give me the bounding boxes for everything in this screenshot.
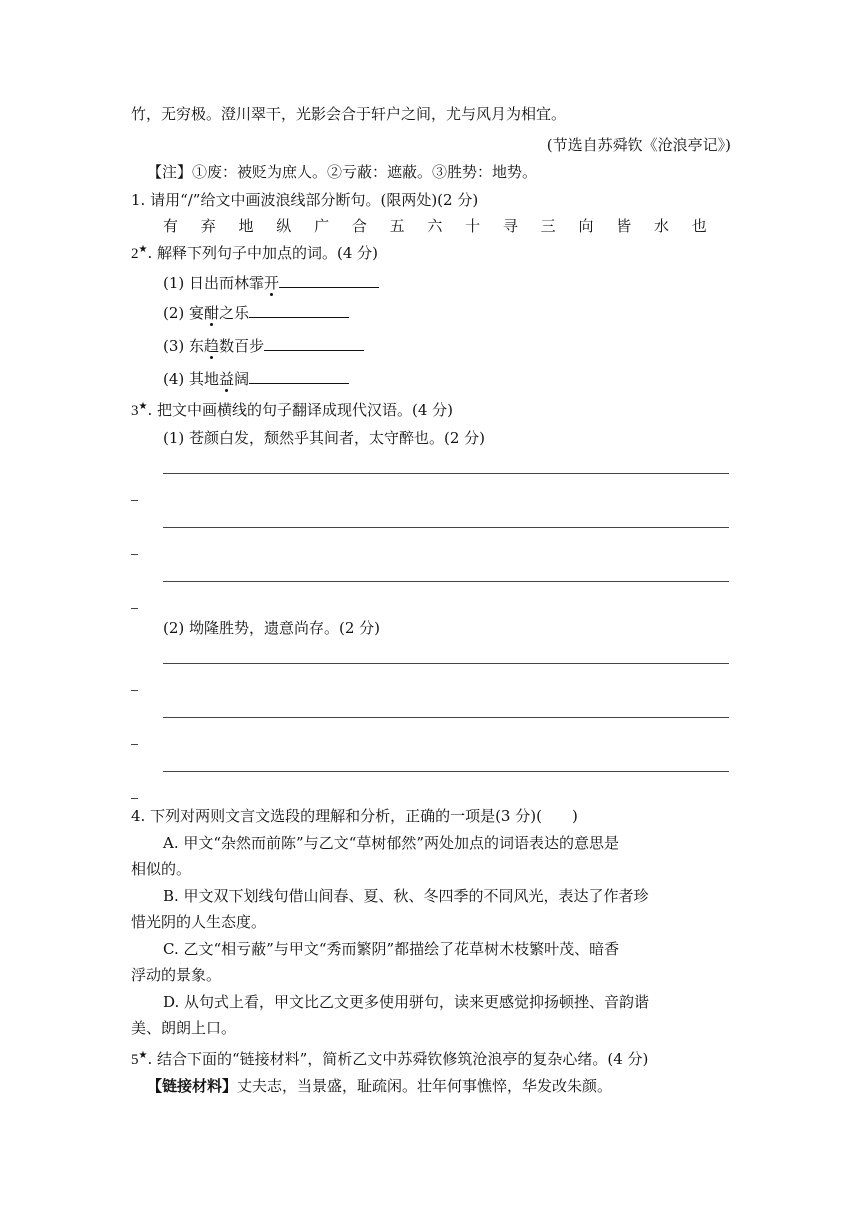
answer-blank[interactable] <box>249 369 349 384</box>
line-dash <box>131 608 138 609</box>
question-5 <box>131 1049 731 1070</box>
star-icon: ★ <box>138 1050 148 1061</box>
dotted-char: 益 <box>219 370 235 388</box>
question-text: . 把文中画横线的句子翻译成现代汉语。(4 分) <box>147 401 454 419</box>
source-citation: (节选自苏舜钦《沧浪亭记》) <box>546 136 731 154</box>
star-icon: ★ <box>138 244 148 255</box>
option-b-line-2: 惜光阴的人生态度。 <box>131 913 267 931</box>
answer-line[interactable] <box>163 581 729 582</box>
question-2 <box>131 243 731 264</box>
q3-sub-2: (2) 坳隆胜势，遗意尚存。(2 分) <box>163 619 381 637</box>
question-number: 5 <box>131 1052 139 1068</box>
link-material-text: 丈夫志，当景盛，耻疏闲。壮年何事憔悴，华发改朱颜。 <box>237 1077 613 1095</box>
answer-blank[interactable] <box>264 336 364 351</box>
line-dash <box>131 744 138 745</box>
option-b-line-1: B. 甲文双下划线句借山间春、夏、秋、冬四季的不同风光，表达了作者珍 <box>163 887 649 905</box>
question-number: 3 <box>131 403 139 419</box>
star-icon: ★ <box>138 401 148 412</box>
q2-item-2: (2) 宴酣之乐 <box>163 303 731 323</box>
line-dash <box>131 554 138 555</box>
question-1-chars: 有 弃 地 纵 广 合 五 六 十 寻 三 向 皆 水 也 <box>163 217 716 235</box>
option-c-line-2: 浮动的景象。 <box>131 966 222 984</box>
option-c-line-1: C. 乙文“相亏蔽”与甲文“秀而繁阴”都描绘了花草树木枝繁叶茂、暗香 <box>163 940 620 958</box>
answer-line[interactable] <box>163 473 729 474</box>
answer-blank[interactable] <box>279 273 379 288</box>
line-dash <box>131 500 138 501</box>
q2-item-3: (3) 东趋数百步 <box>163 336 731 356</box>
dotted-char: 开 <box>264 274 280 292</box>
option-d-line-1: D. 从句式上看，甲文比乙文更多使用骈句，读来更感觉抑扬顿挫、音韵谐 <box>163 993 650 1011</box>
link-material <box>147 1076 731 1096</box>
line-dash <box>131 690 138 691</box>
answer-line[interactable] <box>163 663 729 664</box>
answer-blank[interactable] <box>249 303 349 318</box>
option-a-line-1: A. 甲文“杂然而前陈”与乙文“草树郁然”两处加点的词语表达的意思是 <box>163 834 620 852</box>
dotted-char: 酣 <box>204 304 220 322</box>
question-3 <box>131 400 731 421</box>
question-4: 4. 下列对两则文言文选段的理解和分析，正确的一项是(3 分)( ) <box>131 807 578 825</box>
passage-tail: 竹，无穷极。澄川翠干，光影会合于轩户之间，尤与风月为相宜。 <box>131 105 567 123</box>
option-a-line-2: 相似的。 <box>131 860 192 878</box>
annotation-note: 【注】①废：被贬为庶人。②亏蔽：遮蔽。③胜势：地势。 <box>147 163 538 181</box>
q2-item-1: (1) 日出而林霏开 <box>163 273 731 293</box>
answer-line[interactable] <box>163 771 729 772</box>
answer-line[interactable] <box>163 527 729 528</box>
dotted-char: 趋 <box>204 337 220 355</box>
q2-item-4: (4) 其地益阔 <box>163 369 731 389</box>
question-1: 1. 请用“/”给文中画波浪线部分断句。(限两处)(2 分) <box>131 191 479 209</box>
q3-sub-1: (1) 苍颜白发，颓然乎其间者，太守醉也。(2 分) <box>163 429 486 447</box>
answer-line[interactable] <box>163 717 729 718</box>
line-dash <box>131 798 138 799</box>
link-material-label: 【链接材料】 <box>147 1077 238 1095</box>
question-text: . 结合下面的“链接材料”，简析乙文中苏舜钦修筑沧浪亭的复杂心绪。(4 分) <box>147 1050 649 1068</box>
option-d-line-2: 美、朗朗上口。 <box>131 1019 237 1037</box>
question-number: 2 <box>131 246 139 262</box>
question-text: . 解释下列句子中加点的词。(4 分) <box>147 244 379 262</box>
